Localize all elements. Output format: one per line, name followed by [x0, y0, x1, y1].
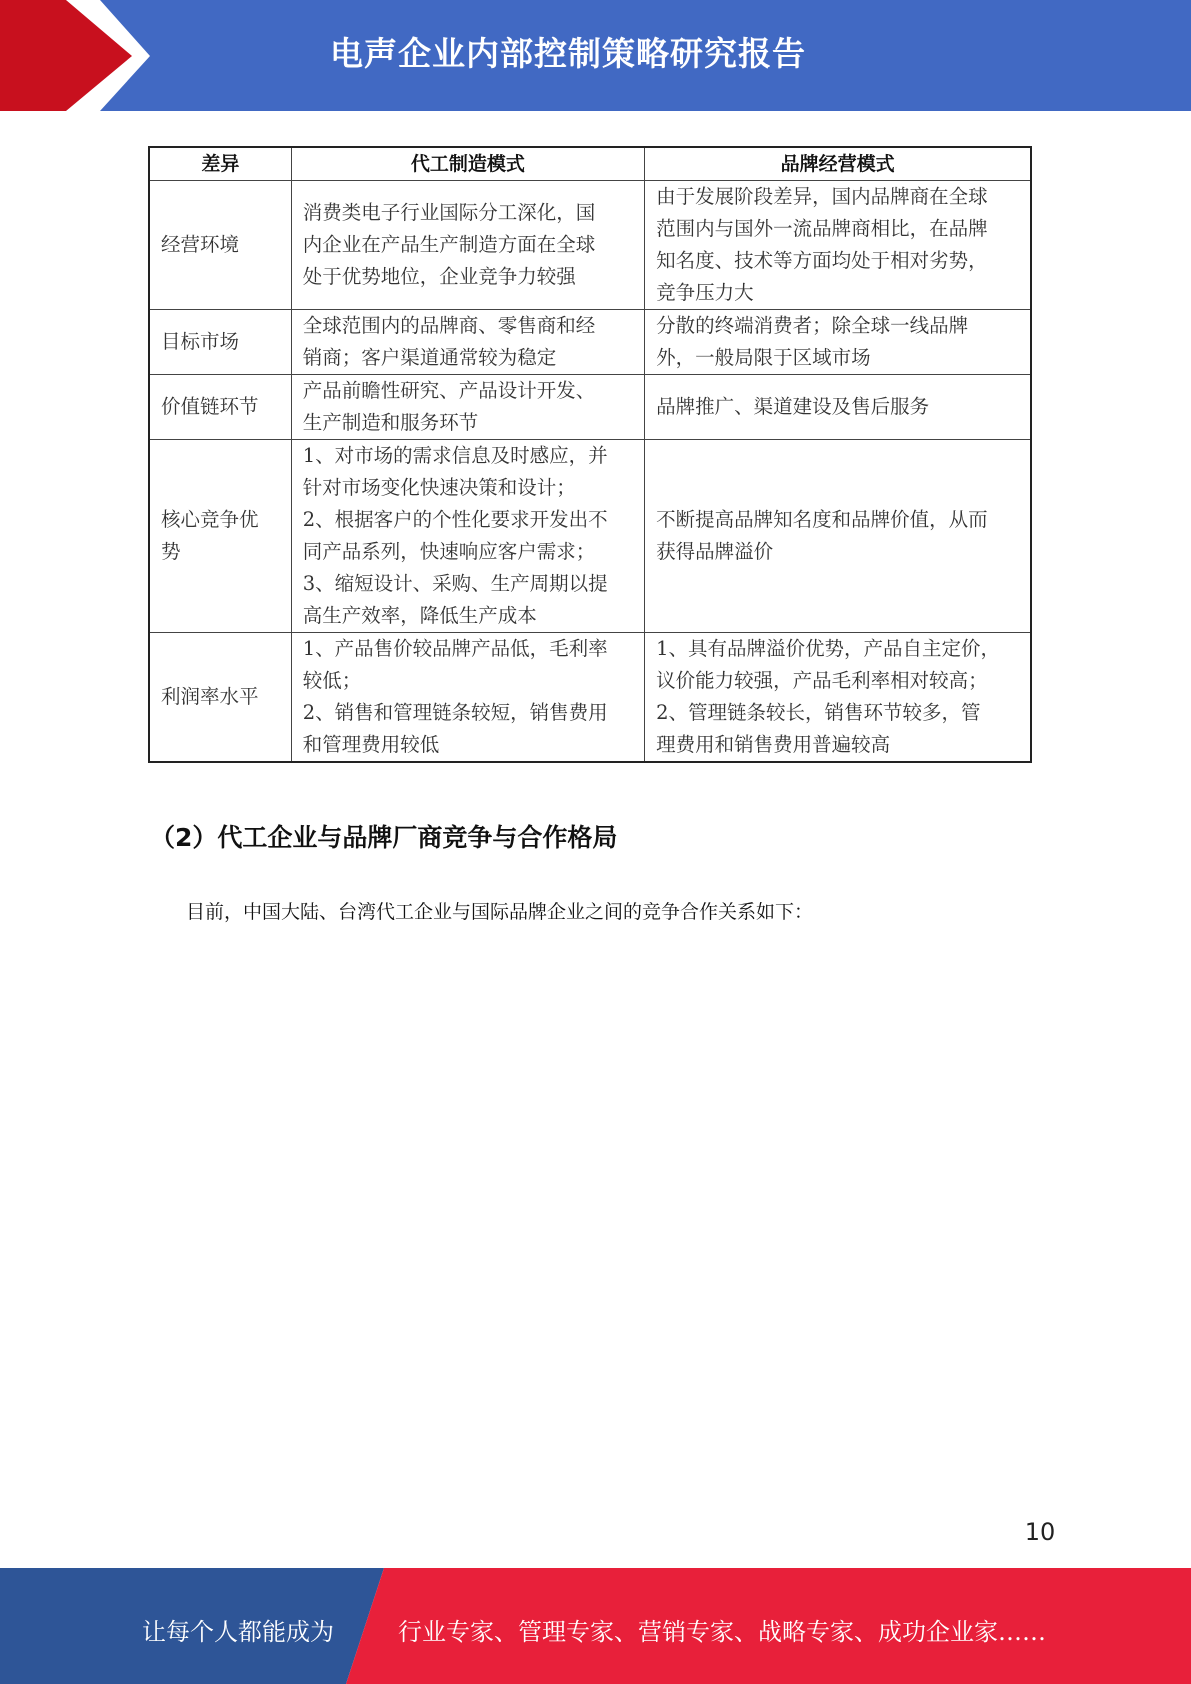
cell-text-line: 分散的终端消费者；除全球一线品牌 — [656, 314, 969, 337]
cell-text-line: 议价能力较强，产品毛利率相对较高； — [656, 669, 988, 692]
cell-text-line: 竞争压力大 — [656, 281, 754, 304]
footer-slogan-left: 让每个人都能成为 — [142, 1618, 334, 1646]
cell-text-line: 理费用和销售费用普遍较高 — [656, 733, 891, 756]
table-row — [149, 440, 1031, 633]
cell-text-line: 消费类电子行业国际分工深化，国 — [302, 201, 596, 224]
footer-slogan-right: 行业专家、管理专家、营销专家、战略专家、成功企业家…… — [398, 1618, 1046, 1646]
cell-text-line: 生产制造和服务环节 — [302, 411, 479, 434]
header-cell-oem-model: 代工制造模式 — [291, 147, 644, 181]
section-heading: （2）代工企业与品牌厂商竞争与合作格局 — [150, 823, 618, 852]
page-number: 10 — [1024, 1518, 1056, 1546]
cell-text-line: 外，一般局限于区域市场 — [656, 346, 871, 369]
cell-text-line: 利润率水平 — [161, 685, 259, 708]
table-body — [149, 181, 1031, 763]
table-row — [149, 310, 1031, 375]
brand-cell — [645, 375, 1031, 440]
brand-cell — [645, 181, 1031, 310]
oem-cell — [291, 310, 644, 375]
cell-text-line: 势 — [161, 540, 181, 563]
cell-text-line: 针对市场变化快速决策和设计； — [302, 476, 576, 499]
brand-cell — [645, 310, 1031, 375]
page-footer — [0, 1568, 1191, 1684]
brand-cell — [645, 440, 1031, 633]
header-cell-difference: 差异 — [149, 147, 291, 181]
cell-text-line: 范围内与国外一流品牌商相比，在品牌 — [656, 217, 988, 240]
cell-text-line: 1、具有品牌溢价优势，产品自主定价， — [656, 637, 1001, 660]
comparison-table — [148, 146, 1032, 763]
body-paragraph: 目前，中国大陆、台湾代工企业与国际品牌企业之间的竞争合作关系如下： — [186, 901, 814, 923]
cell-text-line: 不断提高品牌知名度和品牌价值，从而 — [656, 508, 988, 531]
cell-text-line: 核心竞争优 — [161, 508, 259, 531]
row-label-cell — [149, 181, 291, 310]
oem-cell — [291, 181, 644, 310]
comparison-table-container — [148, 146, 1032, 763]
cell-text-line: 品牌推广、渠道建设及售后服务 — [656, 395, 930, 418]
row-label-cell — [149, 633, 291, 763]
row-label-cell — [149, 375, 291, 440]
cell-text-line: 目标市场 — [161, 330, 240, 353]
cell-text-line: 内企业在产品生产制造方面在全球 — [302, 233, 596, 256]
cell-text-line: 和管理费用较低 — [302, 733, 440, 756]
oem-cell — [291, 633, 644, 763]
report-title: 电声企业内部控制策略研究报告 — [330, 34, 806, 73]
cell-text-line: 2、销售和管理链条较短，销售费用 — [302, 701, 608, 724]
cell-text-line: 销商；客户渠道通常较为稳定 — [302, 346, 557, 369]
cell-text-line: 处于优势地位，企业竞争力较强 — [302, 265, 576, 288]
cell-text-line: 价值链环节 — [161, 395, 259, 418]
table-header-row — [149, 147, 1031, 181]
row-label-cell — [149, 440, 291, 633]
table-row — [149, 375, 1031, 440]
table-row — [149, 181, 1031, 310]
cell-text-line: 产品前瞻性研究、产品设计开发、 — [302, 379, 596, 402]
oem-cell — [291, 375, 644, 440]
cell-text-line: 获得品牌溢价 — [656, 540, 774, 563]
cell-text-line: 全球范围内的品牌商、零售商和经 — [302, 314, 596, 337]
cell-text-line: 较低； — [302, 669, 362, 692]
cell-text-line: 经营环境 — [161, 233, 240, 256]
cell-text-line: 知名度、技术等方面均处于相对劣势， — [656, 249, 988, 272]
cell-text-line: 同产品系列，快速响应客户需求； — [302, 540, 596, 563]
page-header — [0, 0, 1191, 111]
header-cell-brand-model: 品牌经营模式 — [645, 147, 1031, 181]
cell-text-line: 1、对市场的需求信息及时感应，并 — [302, 444, 608, 467]
cell-text-line: 高生产效率，降低生产成本 — [302, 604, 537, 627]
cell-text-line: 1、产品售价较品牌产品低，毛利率 — [302, 637, 608, 660]
row-label-cell — [149, 310, 291, 375]
brand-cell — [645, 633, 1031, 763]
table-row — [149, 633, 1031, 763]
oem-cell — [291, 440, 644, 633]
cell-text-line: 2、根据客户的个性化要求开发出不 — [302, 508, 608, 531]
cell-text-line: 由于发展阶段差异，国内品牌商在全球 — [656, 185, 988, 208]
cell-text-line: 3、缩短设计、采购、生产周期以提 — [302, 572, 608, 595]
cell-text-line: 2、管理链条较长，销售环节较多，管 — [656, 701, 981, 724]
